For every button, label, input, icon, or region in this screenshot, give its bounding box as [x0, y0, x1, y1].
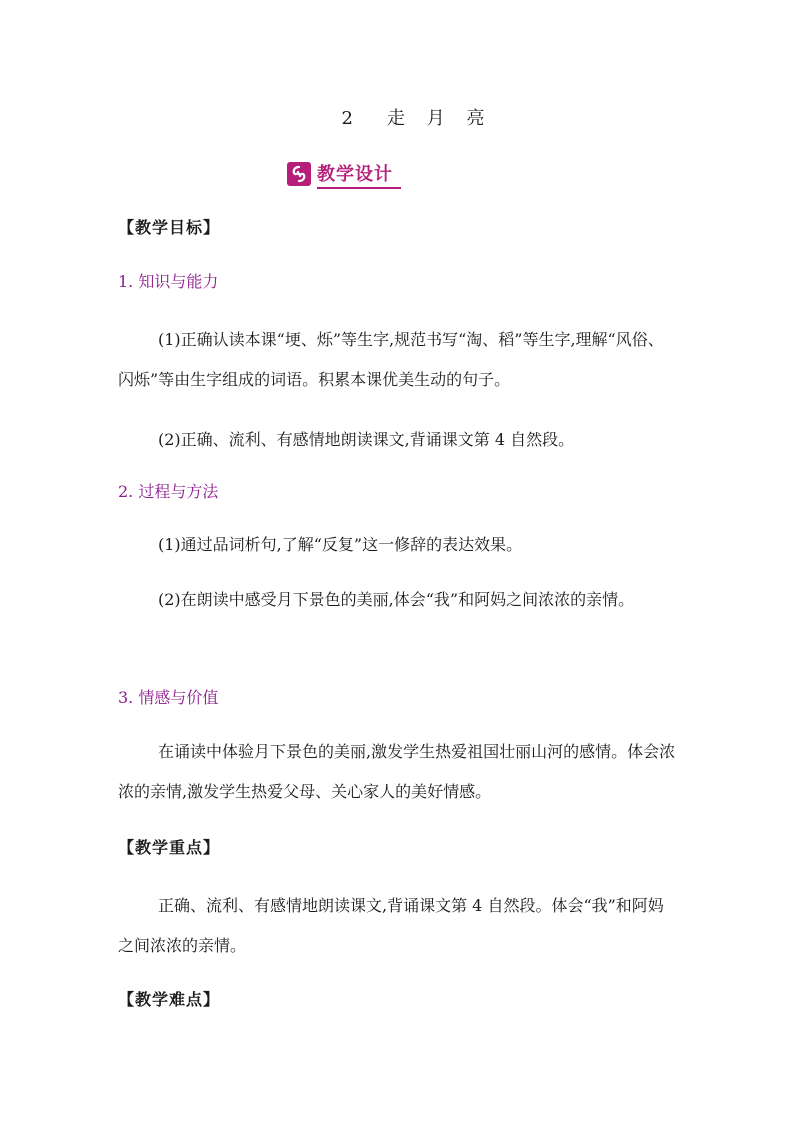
- paragraph-knowledge-2: (2)正确、流利、有感情地朗读课文,背诵课文第 4 自然段。: [158, 430, 575, 449]
- section-banner: [287, 160, 401, 188]
- paragraph-key-points: 正确、流利、有感情地朗读课文,背诵课文第 4 自然段。体会“我”和阿妈之间浓浓的亲情。: [118, 896, 664, 955]
- objectives-heading: 【教学目标】: [118, 218, 221, 237]
- difficult-points-heading: 【教学难点】: [118, 990, 221, 1009]
- paragraph-process-2: (2)在朗读中感受月下景色的美丽,体会“我”和阿妈之间浓浓的亲情。: [158, 590, 635, 609]
- subheading-process: 2. 过程与方法: [118, 482, 219, 501]
- banner-label: 教学设计: [317, 160, 401, 189]
- paragraph-emotion-1: 在诵读中体验月下景色的美丽,激发学生热爱祖国壮丽山河的感情。体会浓浓的亲情,激发学生热爱父母、关心家人的美好情感。: [118, 742, 676, 801]
- lesson-title: 2 走 月 亮: [341, 108, 493, 129]
- swirl-logo-icon: [287, 162, 311, 186]
- paragraph-process-1: (1)通过品词析句,了解“反复”这一修辞的表达效果。: [158, 535, 523, 554]
- subheading-knowledge: 1. 知识与能力: [118, 272, 219, 291]
- key-points-heading: 【教学重点】: [118, 838, 221, 857]
- subheading-emotion: 3. 情感与价值: [118, 688, 219, 707]
- paragraph-knowledge-1: (1)正确认读本课“埂、烁”等生字,规范书写“淘、稻”等生字,理解“风俗、闪烁”等由生字组成的词语。积累本课优美生动的句子。: [118, 330, 664, 389]
